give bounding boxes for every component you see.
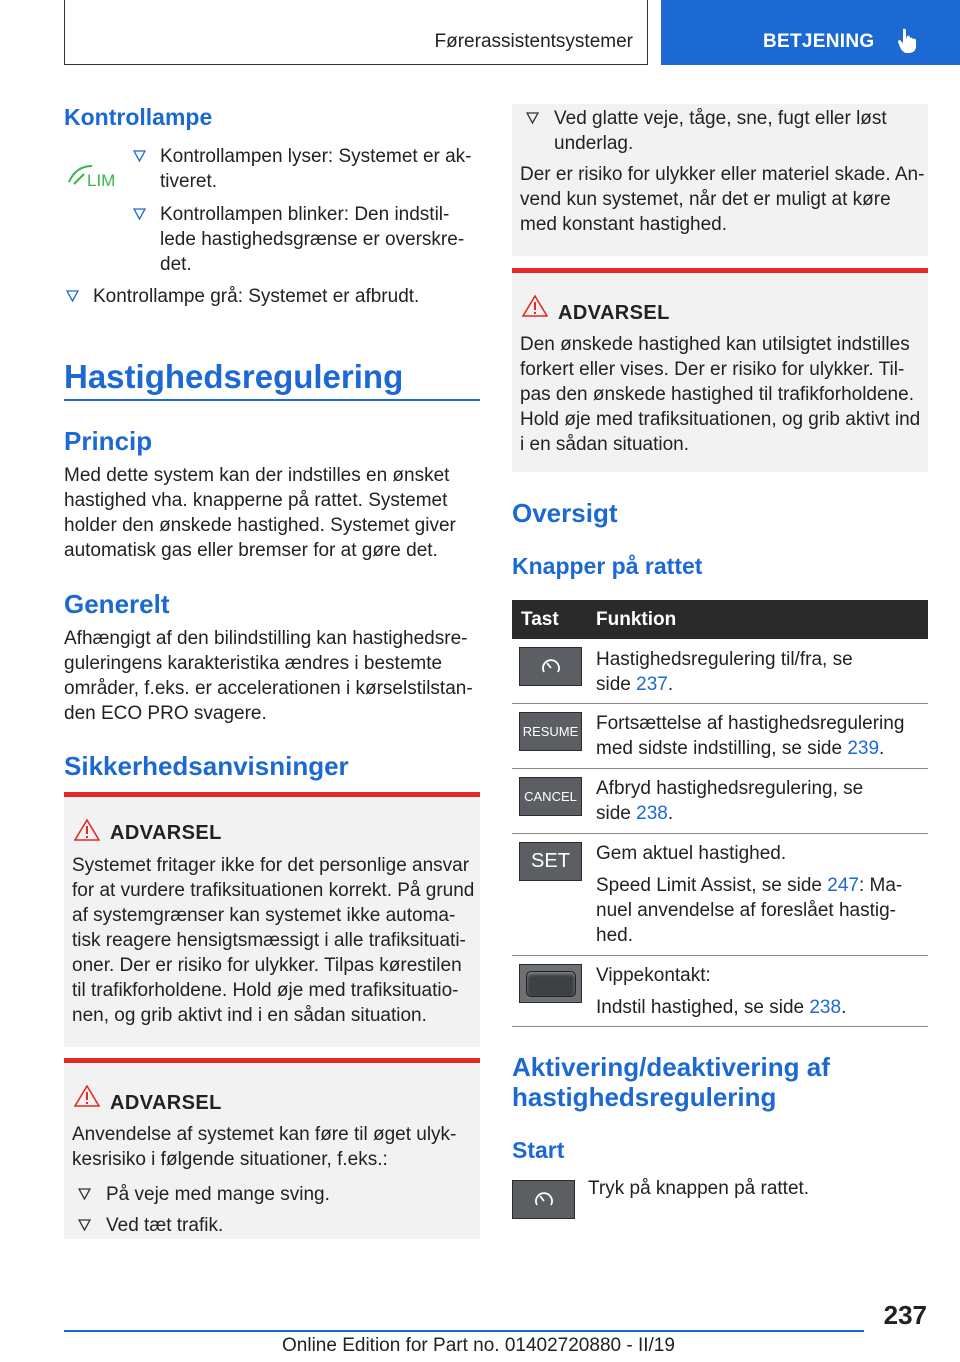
- text-line: Den ønskede hastighed kan utilsigtet indstilles: [520, 334, 910, 355]
- resume-button: RESUME: [519, 712, 582, 751]
- text-line: med sidste indstilling, se side: [596, 738, 848, 759]
- text-line: Der er risiko for ulykker eller materiel skade. An-: [520, 164, 925, 185]
- text-line: side: [596, 803, 637, 824]
- main-heading: Hastighedsregulering: [64, 358, 404, 395]
- header-chapter-title: BETJENING: [763, 31, 875, 52]
- warning-box: [64, 1058, 480, 1239]
- warning-bullet: [526, 106, 926, 156]
- knapper-heading: Knapper på rattet: [512, 553, 703, 579]
- warning-title: ADVARSEL: [558, 302, 670, 324]
- set-button: SET: [519, 842, 582, 881]
- text-line: .: [841, 997, 847, 1018]
- page-number: 237: [883, 1300, 927, 1330]
- page-link[interactable]: 238: [809, 997, 842, 1018]
- warning-title: ADVARSEL: [110, 822, 222, 844]
- triangle-bullet-icon: [133, 207, 146, 221]
- text-line: Ved glatte veje, tåge, sne, fugt eller løst: [554, 108, 887, 129]
- row-divider: [512, 833, 928, 834]
- text-line: Gem aktuel hastighed.: [596, 843, 787, 864]
- text-line: til trafikforholdene. Hold øje med trafiksituatio-: [72, 980, 459, 1001]
- warning-box: [64, 792, 480, 1047]
- lim-label: LIM: [87, 171, 116, 190]
- text-line: vend kun systemet, når det er muligt at køre: [520, 189, 891, 210]
- row-divider: [512, 703, 928, 704]
- princip-paragraph: [64, 463, 480, 563]
- page-link[interactable]: 239: [847, 738, 880, 759]
- warning-bullet: [78, 1213, 468, 1238]
- col-funktion: Funktion: [596, 609, 677, 630]
- speed-limit-lamp-icon: [66, 162, 121, 190]
- text-line: forkert eller vises. Der er risiko for ulykker. Til-: [520, 359, 905, 380]
- text-line: Kontrollampen blinker: Den indstil-: [160, 204, 450, 225]
- text-line: Hastighedsregulering til/fra, se: [596, 649, 853, 670]
- warning-triangle-icon: [74, 819, 100, 841]
- table-row: [596, 963, 926, 1020]
- text-line: pas den ønskede hastighed til trafikforholdene.: [520, 384, 914, 405]
- warning-text: [520, 332, 926, 457]
- aktivering-heading: [512, 1052, 830, 1112]
- text-line: Kontrollampen lyser: Systemet er ak-: [160, 146, 472, 167]
- table-header: [512, 600, 928, 639]
- warning-box-continued: [512, 104, 928, 256]
- generelt-paragraph: [64, 626, 480, 726]
- table-row: [596, 841, 926, 948]
- lamp-item-blink: [133, 202, 478, 277]
- table-row: [596, 647, 926, 697]
- text-line: tisk reagere hensigtsmæssigt i alle trafiksituati-: [72, 930, 466, 951]
- heading-rule: [64, 399, 480, 401]
- text-line: hastighed vha. knapperne på rattet. Systemet: [64, 490, 448, 511]
- text-line: Systemet fritager ikke for det personlige ansvar: [72, 855, 470, 876]
- warning-text: [520, 162, 926, 237]
- text-line: Ved tæt trafik.: [106, 1215, 224, 1236]
- text-line: områder, f.eks. er accelerationen i kørselstilstan-: [64, 678, 473, 699]
- text-line: Afbryd hastighedsregulering, se: [596, 778, 864, 799]
- text-line: holder den ønskede hastighed. Systemet giver: [64, 515, 456, 536]
- row-divider: [512, 1026, 928, 1027]
- speedometer-icon: [533, 1190, 555, 1210]
- footer-rule: [64, 1330, 864, 1332]
- text-line: guleringens karakteristika ændres i bestemte: [64, 653, 443, 674]
- kontrollampe-heading: Kontrollampe: [64, 104, 213, 130]
- header-section-title: Førerassistentsystemer: [434, 31, 633, 52]
- text-line: Vippekontakt:: [596, 965, 711, 986]
- text-line: i en sådan situation.: [520, 434, 690, 455]
- text-line: Kontrollampe grå: Systemet er afbrudt.: [93, 286, 420, 307]
- page-link[interactable]: 237: [636, 674, 668, 695]
- warning-text: [72, 1122, 478, 1172]
- text-line: .: [667, 674, 674, 695]
- table-row: [596, 711, 926, 761]
- page-link[interactable]: 238: [636, 803, 668, 824]
- triangle-bullet-icon: [526, 111, 539, 125]
- text-line: med konstant hastighed.: [520, 214, 728, 235]
- text-line: Indstil hastighed, se side: [596, 997, 810, 1018]
- text-line: Med dette system kan der indstilles en ønsket: [64, 465, 450, 486]
- text-line: .: [879, 738, 885, 759]
- page-link[interactable]: 247: [827, 875, 859, 896]
- start-text: Tryk på knappen på rattet.: [588, 1178, 810, 1199]
- table-row: [596, 776, 926, 826]
- text-line: kesrisiko i følgende situationer, f.eks.:: [72, 1149, 388, 1170]
- generelt-heading: Generelt: [64, 589, 170, 619]
- text-line: af systemgrænser kan systemet ikke automa-: [72, 905, 456, 926]
- text-line: oner. Der er risiko for ulykker. Tilpas kørestilen: [72, 955, 462, 976]
- text-line: side: [596, 674, 637, 695]
- text-line: nen, og grib aktivt ind i en sådan situation.: [72, 1005, 427, 1026]
- lamp-item-on: [133, 144, 478, 194]
- text-line: underlag.: [554, 133, 634, 154]
- header-chapter-box[interactable]: [661, 0, 960, 65]
- text-line: Speed Limit Assist, se side: [596, 875, 828, 896]
- warning-triangle-icon: [74, 1085, 100, 1107]
- warning-text: [72, 853, 478, 1028]
- text-line: : Ma-: [858, 875, 903, 896]
- text-line: den ECO PRO svagere.: [64, 703, 267, 724]
- text-line: Hold øje med trafiksituationen, og grib aktivt ind: [520, 409, 921, 430]
- text-line: Aktivering/deaktivering af: [512, 1052, 830, 1082]
- speedometer-icon: [540, 657, 562, 677]
- cruise-onoff-button: [512, 1180, 575, 1219]
- triangle-bullet-icon: [66, 289, 79, 303]
- text-line: for at vurdere trafiksituationen korrekt. På grund: [72, 880, 475, 901]
- warning-triangle-icon: [522, 295, 548, 317]
- warning-title: ADVARSEL: [110, 1092, 222, 1114]
- text-line: Afhængigt af den bilindstilling kan hastighedsre-: [64, 628, 468, 649]
- start-heading: Start: [512, 1137, 565, 1163]
- text-line: .: [667, 803, 674, 824]
- triangle-bullet-icon: [133, 149, 146, 163]
- rocker-switch-icon: [526, 971, 576, 997]
- col-tast: Tast: [521, 609, 559, 630]
- sikkerhed-heading: Sikkerhedsanvisninger: [64, 751, 349, 781]
- text-line: Anvendelse af systemet kan føre til øget ulyk-: [72, 1124, 457, 1145]
- triangle-bullet-icon: [78, 1218, 91, 1232]
- footer-edition: Online Edition for Part no. 01402720880 - II/19: [282, 1335, 675, 1356]
- text-line: hed.: [596, 925, 633, 946]
- text-line: På veje med mange sving.: [106, 1184, 330, 1205]
- cruise-onoff-button: [519, 647, 582, 686]
- text-line: nuel anvendelse af foreslået hastig-: [596, 900, 896, 921]
- text-line: lede hastighedsgrænse er overskre-: [160, 229, 465, 250]
- text-line: tiveret.: [160, 171, 218, 192]
- row-divider: [512, 955, 928, 956]
- hand-pointer-icon: [897, 28, 919, 54]
- triangle-bullet-icon: [78, 1187, 91, 1201]
- text-line: Fortsættelse af hastighedsregulering: [596, 713, 905, 734]
- row-divider: [512, 768, 928, 769]
- text-line: hastighedsregulering: [512, 1082, 777, 1112]
- princip-heading: Princip: [64, 426, 153, 456]
- warning-bullet: [78, 1182, 468, 1207]
- warning-box: [512, 268, 928, 472]
- cancel-button: CANCEL: [519, 777, 582, 816]
- text-line: automatisk gas eller bremser for at gøre det.: [64, 540, 438, 561]
- rocker-switch-button: [519, 964, 582, 1003]
- lamp-item-gray: [66, 284, 478, 309]
- header-section-box: [64, 0, 648, 65]
- oversigt-heading: Oversigt: [512, 498, 618, 528]
- text-line: det.: [160, 254, 192, 275]
